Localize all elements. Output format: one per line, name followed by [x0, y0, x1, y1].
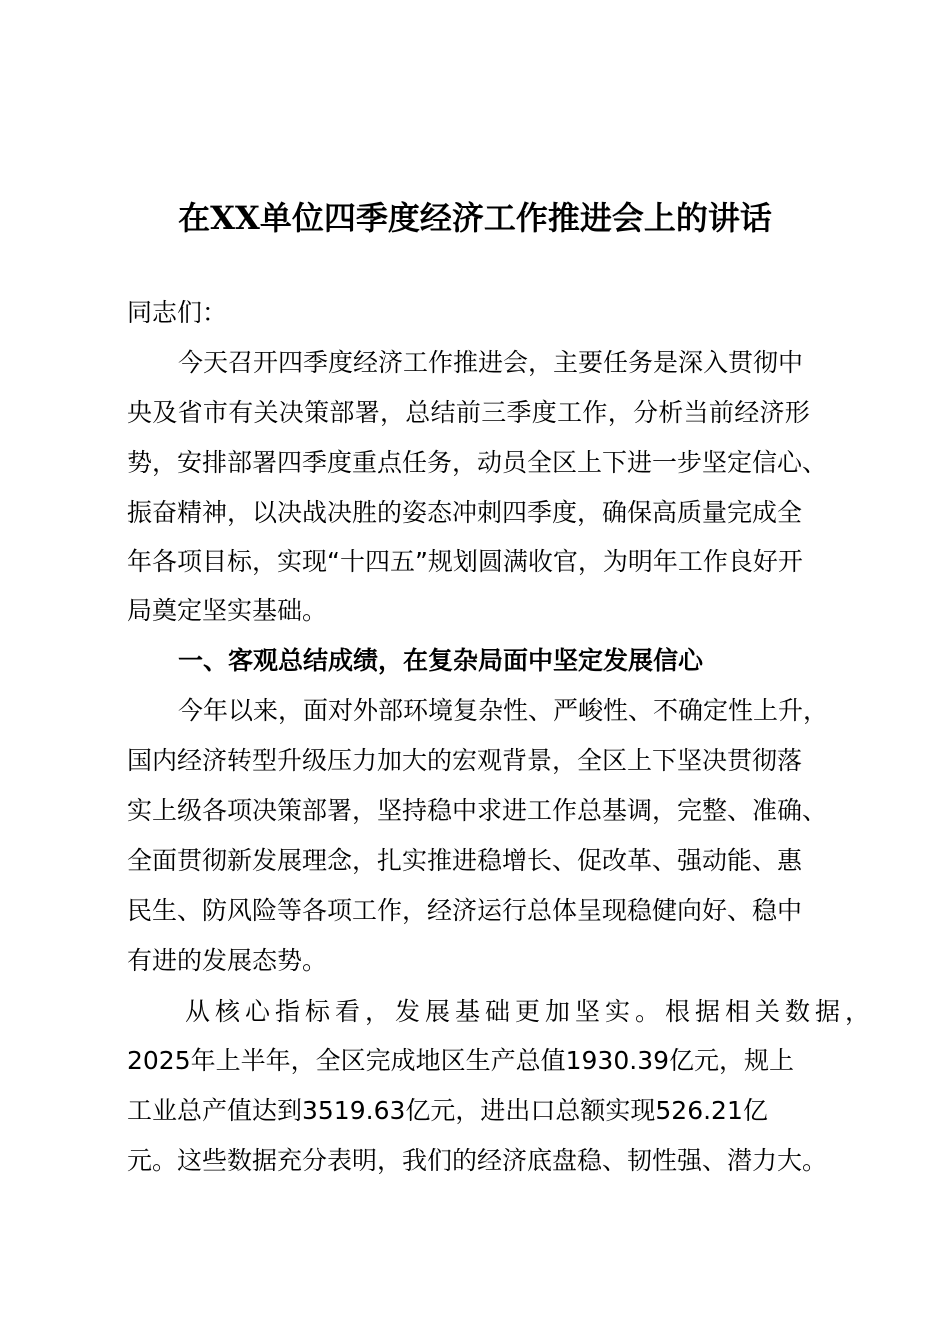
text-line: 局奠定坚实基础。	[127, 596, 328, 625]
text-line: 振奋精神，以决战决胜的姿态冲刺四季度，确保高质量完成全	[127, 498, 803, 527]
text-line: 民生、防风险等各项工作，经济运行总体呈现稳健向好、稳中	[127, 896, 803, 925]
salutation: 同志们：	[127, 298, 228, 327]
text-line: 元。这些数据充分表明，我们的经济底盘稳、韧性强、潜力大。	[127, 1146, 828, 1175]
text-line: 从核心指标看，发展基础更加坚实。根据相关数据，	[185, 997, 876, 1026]
document-title: 在XX单位四季度经济工作推进会上的讲话	[178, 199, 772, 237]
text-line: 全面贯彻新发展理念，扎实推进稳增长、促改革、强动能、惠	[127, 846, 803, 875]
section-heading: 一、客观总结成绩，在复杂局面中坚定发展信心	[178, 646, 704, 675]
text-line: 央及省市有关决策部署，总结前三季度工作，分析当前经济形	[127, 398, 811, 427]
text-line: 势，安排部署四季度重点任务，动员全区上下进一步坚定信心、	[127, 448, 828, 477]
text-line: 今天召开四季度经济工作推进会，主要任务是深入贯彻中	[178, 348, 804, 377]
text-line: 2025年上半年，全区完成地区生产总值1930.39亿元，规上	[127, 1046, 795, 1075]
text-line: 有进的发展态势。	[127, 946, 328, 975]
text-line: 国内经济转型升级压力加大的宏观背景，全区上下坚决贯彻落	[127, 746, 803, 775]
text-line: 年各项目标，实现“十四五”规划圆满收官，为明年工作良好开	[127, 547, 803, 576]
text-line: 实上级各项决策部署，坚持稳中求进工作总基调，完整、准确、	[127, 796, 828, 825]
text-line: 工业总产值达到3519.63亿元，进出口总额实现526.21亿	[127, 1096, 768, 1125]
text-line: 今年以来，面对外部环境复杂性、严峻性、不确定性上升，	[178, 696, 829, 725]
